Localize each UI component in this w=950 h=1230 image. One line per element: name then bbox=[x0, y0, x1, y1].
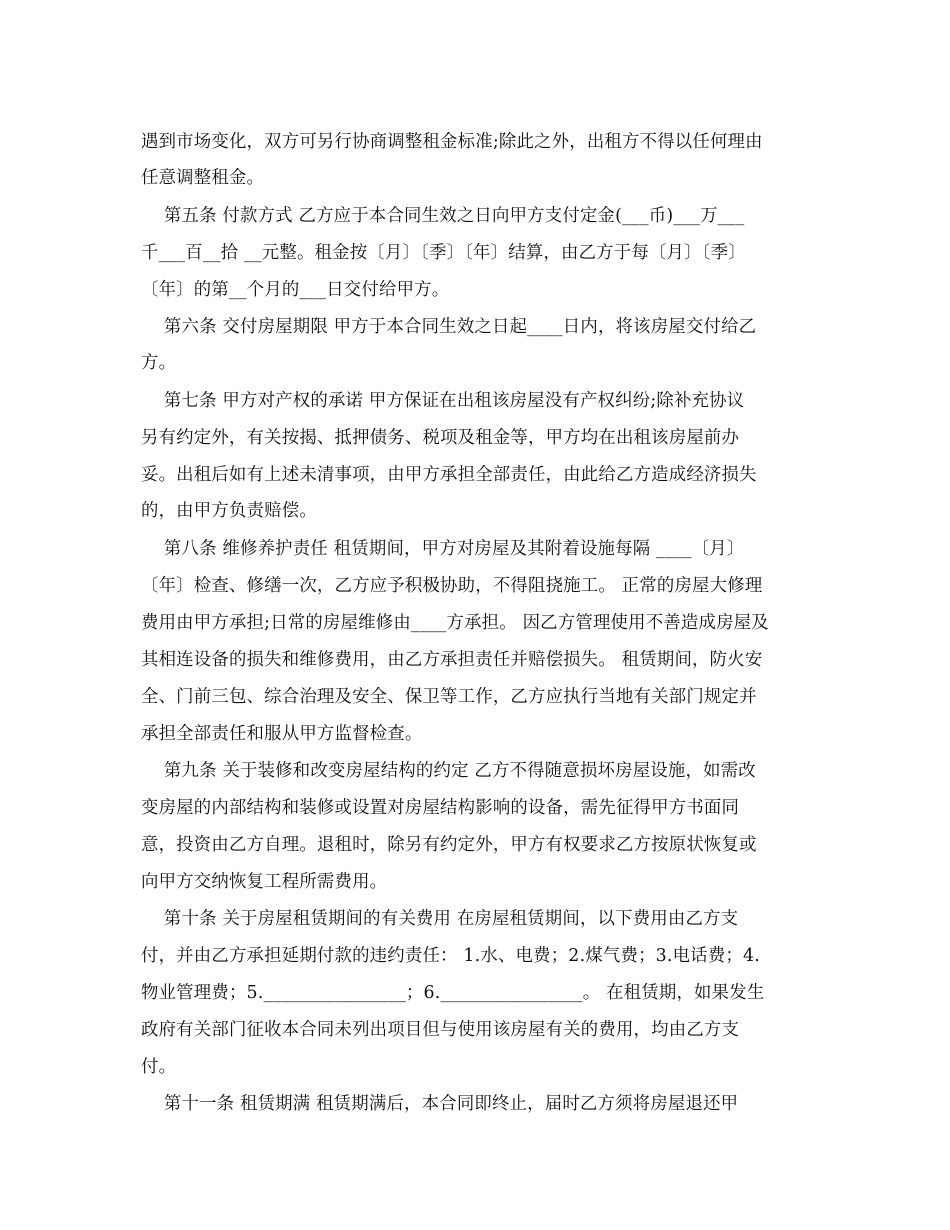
text-line: 遇到市场变化，双方可另行协商调整租金标准;除此之外，出租方不得以任何理由 bbox=[141, 132, 763, 152]
text-line: 其相连设备的损失和维修费用，由乙方承担责任并赔偿损失。 租赁期间，防火安 bbox=[141, 650, 763, 670]
text-line: 政府有关部门征收本合同未列出项目但与使用该房屋有关的费用，均由乙方支 bbox=[141, 1020, 740, 1040]
text-line: 另有约定外，有关按揭、抵押债务、税项及租金等，甲方均在出租该房屋前办 bbox=[141, 428, 740, 448]
text-line: 付，并由乙方承担延期付款的违约责任： 1.水、电费；2.煤气费；3.电话费；4. bbox=[141, 946, 761, 966]
text-line: 第七条 甲方对产权的承诺 甲方保证在出租该房屋没有产权纠纷;除补充协议 bbox=[141, 391, 745, 411]
text-line: 千___百__拾 __元整。租金按〔月〕〔季〕〔年〕结算，由乙方于每〔月〕〔季〕 bbox=[141, 243, 746, 263]
text-line: 费用由甲方承担;日常的房屋维修由____方承担。 因乙方管理使用不善造成房屋及 bbox=[141, 613, 769, 633]
text-line: 付。 bbox=[141, 1057, 177, 1077]
text-line: 第十一条 租赁期满 租赁期满后，本合同即终止，届时乙方须将房屋退还甲 bbox=[141, 1094, 739, 1114]
text-line: 妥。出租后如有上述未清事项，由甲方承担全部责任，由此给乙方造成经济损失 bbox=[141, 465, 757, 485]
text-line: 全、门前三包、综合治理及安全、保卫等工作，乙方应执行当地有关部门规定并 bbox=[141, 687, 757, 707]
text-line: 物业管理费；5.________________；6.________________。 在租赁期，如果发生 bbox=[141, 983, 765, 1003]
text-line: 方。 bbox=[141, 353, 177, 373]
text-line: 意，投资由乙方自理。退租时，除另有约定外，甲方有权要求乙方按原状恢复或 bbox=[141, 835, 757, 855]
text-line: 第五条 付款方式 乙方应于本合同生效之日向甲方支付定金(___币)___万___ bbox=[141, 206, 745, 226]
text-line: 承担全部责任和服从甲方监督检查。 bbox=[141, 724, 423, 744]
text-line: 的，由甲方负责赔偿。 bbox=[141, 501, 317, 521]
text-line: 第十条 关于房屋租赁期间的有关费用 在房屋租赁期间，以下费用由乙方支 bbox=[141, 909, 739, 929]
text-line: 第六条 交付房屋期限 甲方于本合同生效之日起____日内，将该房屋交付给乙 bbox=[141, 317, 757, 337]
text-line: 任意调整租金。 bbox=[141, 168, 265, 188]
text-line: 〔年〕检查、修缮一次，乙方应予积极协助，不得阻挠施工。 正常的房屋大修理 bbox=[141, 576, 763, 596]
text-line: 变房屋的内部结构和装修或设置对房屋结构影响的设备，需先征得甲方书面同 bbox=[141, 798, 740, 818]
text-line: 第八条 维修养护责任 租赁期间，甲方对房屋及其附着设施每隔 ____〔月〕 bbox=[141, 539, 745, 559]
text-line: 〔年〕的第__个月的___日交付给甲方。 bbox=[141, 280, 450, 300]
text-line: 向甲方交纳恢复工程所需费用。 bbox=[141, 872, 388, 892]
text-line: 第九条 关于装修和改变房屋结构的约定 乙方不得随意损坏房屋设施，如需改 bbox=[141, 761, 756, 781]
